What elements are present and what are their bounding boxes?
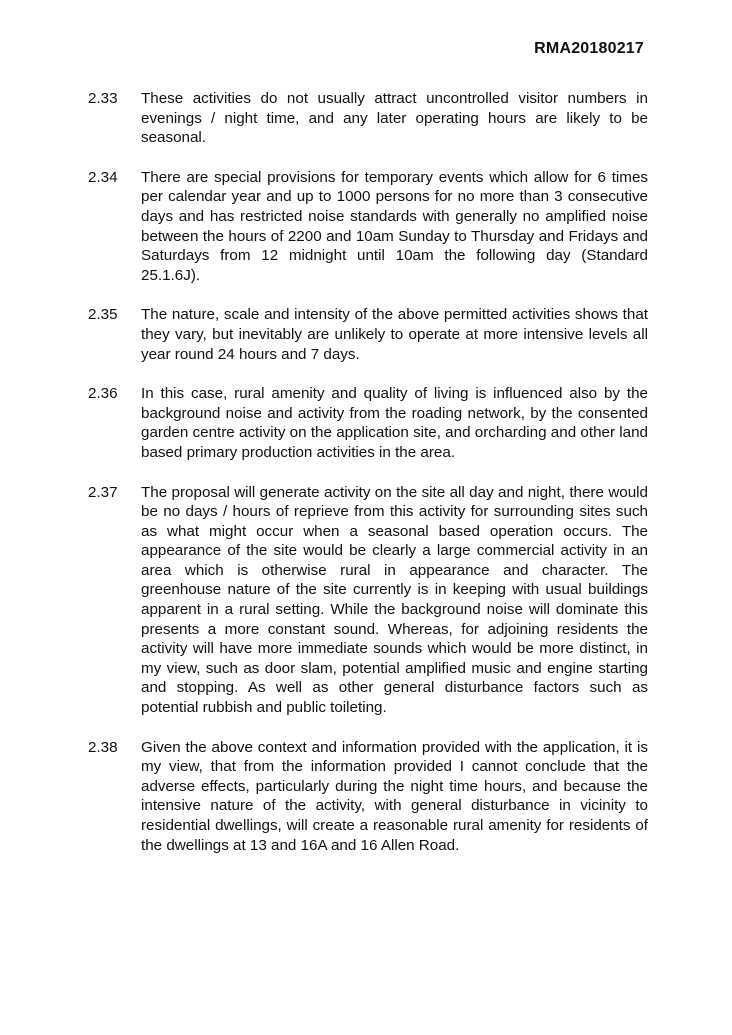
paragraph-2-37 bbox=[88, 483, 648, 718]
paragraph-2-33 bbox=[88, 89, 648, 148]
paragraph-text: The proposal will generate activity on the site all day and night, there would be no days / hours of reprieve from this activity for surrounding sites such as what might occur when a seasonal based operation occurs. The appearance of the site would be clearly a large commercial activity in an area which is otherwise rural in appearance and character. The greenhouse nature of the site currently is in keeping with usual buildings apparent in a rural setting. While the background noise will dominate this presents a more constant sound. Whereas, for adjoining residents the activity will have more immediate sounds which would be more distinct, in my view, such as door slam, potential amplified music and engine starting and stopping. As well as other general disturbance factors such as potential rubbish and public toileting. bbox=[141, 483, 648, 717]
paragraph-text: Given the above context and information provided with the application, it is my view, that from the information provided I cannot conclude that the adverse effects, particularly during the night time hours, and because the intensive nature of the activity, with general disturbance in vicinity to residential dwellings, will create a reasonable rural amenity for residents of the dwellings at 13 and 16A and 16 Allen Road. bbox=[141, 738, 648, 854]
document-reference: RMA20180217 bbox=[534, 40, 644, 57]
paragraph-2-35 bbox=[88, 305, 648, 364]
paragraph-text: In this case, rural amenity and quality of living is influenced also by the background noise and activity from the roading network, by the consented garden centre activity on the application site, and orcharding and other land based primary production activities in the area. bbox=[141, 385, 648, 461]
paragraph-number: 2.36 bbox=[88, 385, 118, 403]
paragraph-number: 2.37 bbox=[88, 483, 118, 501]
paragraph-number: 2.33 bbox=[88, 90, 118, 107]
document-body bbox=[88, 89, 648, 875]
paragraph-2-34 bbox=[88, 168, 648, 286]
paragraph-2-36 bbox=[88, 384, 648, 462]
paragraph-text: These activities do not usually attract uncontrolled visitor numbers in evenings / night time, and any later operating hours are likely to be seasonal. bbox=[141, 90, 648, 147]
paragraph-number: 2.35 bbox=[88, 306, 118, 324]
paragraph-text: The nature, scale and intensity of the above permitted activities shows that they vary, but inevitably are unlikely to operate at more intensive levels all year round 24 hours and 7 days. bbox=[141, 306, 648, 363]
paragraph-2-38 bbox=[88, 738, 648, 856]
paragraph-number: 2.34 bbox=[88, 168, 118, 186]
paragraph-number: 2.38 bbox=[88, 738, 118, 756]
paragraph-text: There are special provisions for temporary events which allow for 6 times per calendar year and up to 1000 persons for no more than 3 consecutive days and has restricted noise standards with generally no amplified noise between the hours of 2200 and 10am Sunday to Thursday and Fridays and Saturdays from 12 midnight until 10am the following day (Standard 25.1.6J). bbox=[141, 168, 648, 284]
